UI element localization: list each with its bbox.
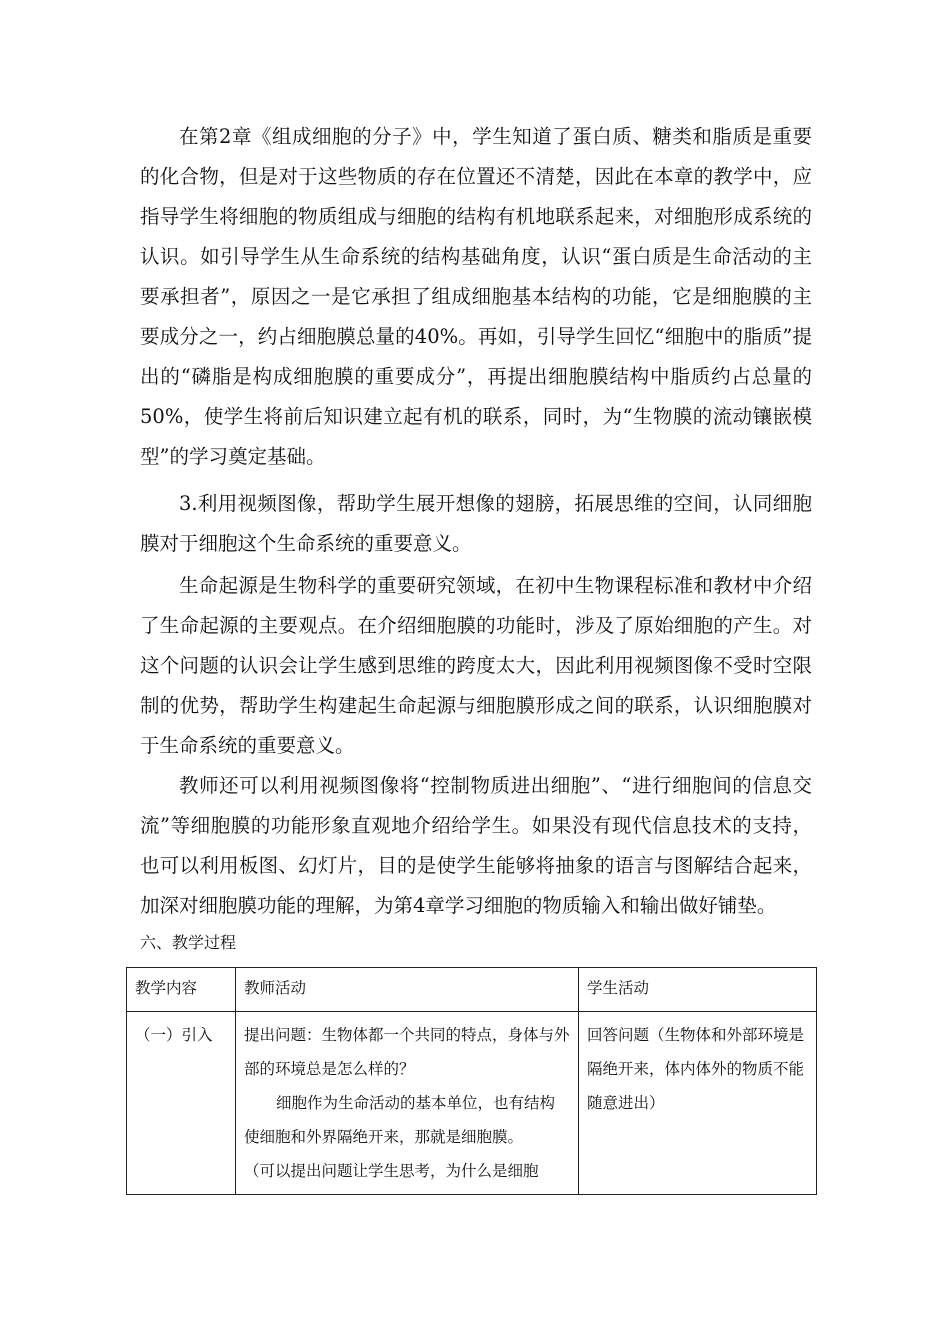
cell-teacher-activity <box>236 1012 579 1195</box>
table-row <box>127 1012 817 1195</box>
header-content: 教学内容 <box>127 968 236 1012</box>
paragraph-point-3: 3.利用视频图像，帮助学生展开想像的翅膀，拓展思维的空间，认同细胞膜对于细胞这个生命系统的重要意义。 <box>140 492 812 555</box>
teaching-process-table <box>126 967 817 1195</box>
paragraph-chapter2-link: 在第2章《组成细胞的分子》中，学生知道了蛋白质、糖类和脂质是重要的化合物，但是对于这些物质的存在位置还不清楚，因此在本章的教学中，应指导学生将细胞的物质组成与细胞的结构有机地联系起来，对细胞形成系统的认识。如引导学生从生命系统的结构基础角度，认识“蛋白质是生命活动的主要承担者”，原因之一是它承担了组成细胞基本结构的功能，它是细胞膜的主要成分之一，约占细胞膜总量的40%。再如，引导学生回忆“细胞中的脂质”提出的“磷脂是构成细胞膜的重要成分”，再提出细胞膜结构中脂质约占总量的50%，使学生将前后知识建立起有机的联系，同时，为“生物膜的流动镶嵌模型”的学习奠定基础。 <box>140 125 812 468</box>
teacher-line: （可以提出问题让学生思考，为什么是细胞 <box>244 1162 539 1180</box>
table-header-row <box>127 968 817 1012</box>
cell-content: （一）引入 <box>127 1012 236 1195</box>
paragraph-video-images: 教师还可以利用视频图像将“控制物质进出细胞”、“进行细胞间的信息交流”等细胞膜的功能形象直观地介绍给学生。如果没有现代信息技术的支持，也可以利用板图、幻灯片，目的是使学生能够将抽象的语言与图解结合起来，加深对细胞膜功能的理解，为第4章学习细胞的物质输入和输出做好铺垫。 <box>140 774 812 917</box>
teacher-line: 细胞作为生命活动的基本单位，也有结构使细胞和外界隔绝开来，那就是细胞膜。 <box>244 1094 556 1146</box>
paragraph-origin-of-life: 生命起源是生物科学的重要研究领域，在初中生物课程标准和教材中介绍了生命起源的主要观点。在介绍细胞膜的功能时，涉及了原始细胞的产生。对这个问题的认识会让学生感到思维的跨度太大，因此利用视频图像不受时空限制的优势，帮助学生构建起生命起源与细胞膜形成之间的联系，认识细胞膜对于生命系统的重要意义。 <box>140 574 812 757</box>
header-teacher-activity: 教师活动 <box>236 968 579 1012</box>
header-student-activity: 学生活动 <box>579 968 817 1012</box>
teacher-line: 提出问题：生物体都一个共同的特点，身体与外部的环境总是怎么样的？ <box>244 1026 570 1078</box>
section-heading: 六、教学过程 <box>140 933 237 952</box>
cell-student-activity: 回答问题（生物体和外部环境是隔绝开来，体内体外的物质不能随意进出） <box>579 1012 817 1195</box>
